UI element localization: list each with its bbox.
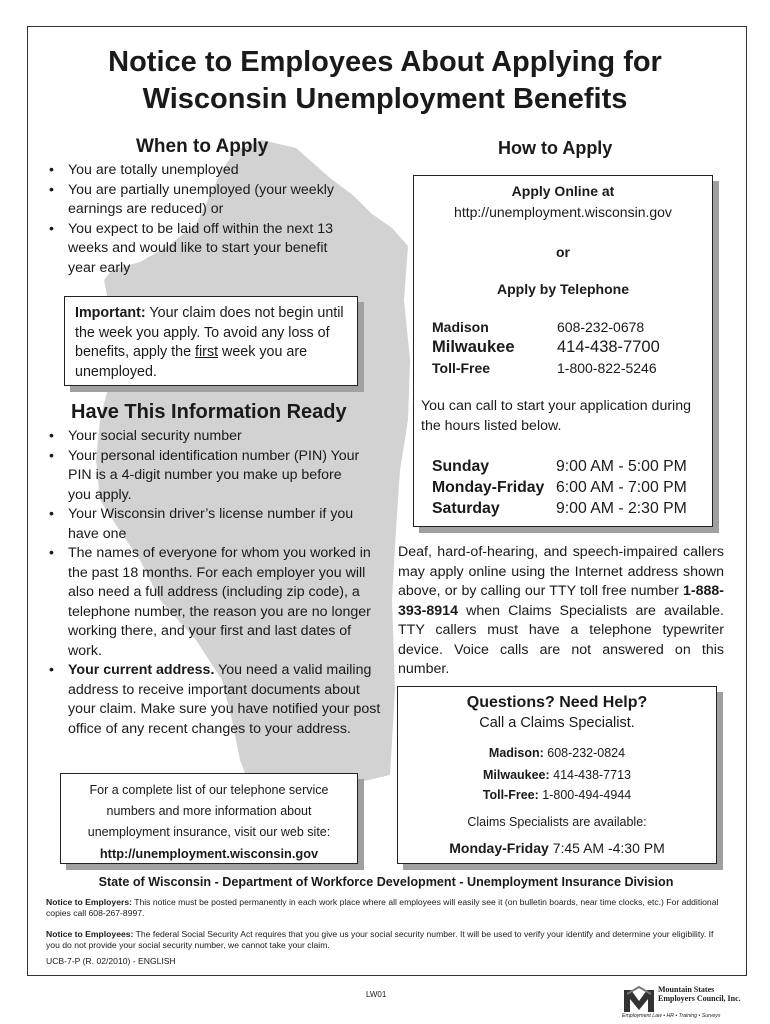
phone-city: Madison (432, 319, 489, 335)
website-box-text: For a complete list of our telephone service numbers and more information about unemployment insurance, visit our web site: (87, 783, 331, 839)
phone-number: 414-438-7700 (557, 338, 660, 356)
questions-phone: Toll-Free: 1-800-494-4944 (482, 788, 632, 802)
page-title: Notice to Employees About Applying for Wisconsin Unemployment Benefits (108, 46, 662, 115)
logo-name-line1: Mountain States (658, 985, 715, 994)
hours-day: Saturday (432, 500, 500, 517)
form-number: UCB-7-P (R. 02/2010) - ENGLISH (46, 956, 176, 966)
phone-number: 1-800-822-5246 (557, 360, 657, 376)
specialists-available-label: Claims Specialists are available: (467, 815, 647, 829)
questions-box (397, 686, 717, 864)
important-box (64, 296, 358, 386)
phone-city: Milwaukee (432, 338, 515, 356)
questions-phone: Milwaukee: 414-438-7713 (482, 768, 631, 782)
website-box (60, 773, 358, 864)
page-code: LW01 (366, 990, 387, 999)
questions-heading: Questions? Need Help? (466, 694, 648, 711)
how-to-apply-box (413, 175, 713, 527)
list-item: • Your Wisconsin driver’s license number if you have one (46, 505, 368, 544)
logo-tagline: Employment Law • HR • Training • Surveys (622, 1013, 721, 1019)
phone-number: 608-232-0678 (557, 319, 645, 335)
apply-online-label: Apply Online at (511, 183, 615, 199)
notice-to-employees: Notice to Employees: The federal Social Security Act requires that you give us your social security number. It will be used to verify your identify and determine your eligibility. If you do not provide your social security number, we cannot take your claim. (46, 929, 714, 950)
logo-name-line2: Employers Council, Inc. (658, 994, 741, 1003)
or-label: or (556, 244, 570, 260)
important-text: Important: Your claim does not begin until the week you apply. To avoid any loss of benefits, apply the first week you are unemployed. (75, 305, 344, 380)
questions-phone: Madison: 608-232-0824 (488, 746, 626, 760)
list-item: • The names of everyone for whom you worked in the past 18 months. For each employer you will also need a full address (including zip code), a telephone number, the reason you are no longer working there, and your first and last dates of work. (46, 544, 384, 661)
how-to-apply-heading: How to Apply (498, 138, 613, 158)
list-item: • Your personal identification number (PIN) Your PIN is a 4-digit number you make up before you apply. (46, 447, 368, 506)
hours-intro: You can call to start your application during the hours listed below. (421, 398, 691, 434)
specialists-hours: Monday-Friday 7:45 AM -4:30 PM (449, 840, 665, 856)
list-item: • Your current address. You need a valid mailing address to receive important documents about your claim. Make sure you have notified your post office of any recent changes to your address. (46, 661, 384, 739)
notice-to-employers: Notice to Employers: This notice must be posted permanently in each work place where all employees will easily see it (on bulletin boards, near time clocks, etc.) For additional copies call 608-267-8997. (46, 897, 719, 918)
list-item: • Your social security number (46, 427, 384, 447)
important-label: Important: (75, 305, 146, 321)
when-to-apply-heading: When to Apply (136, 136, 269, 157)
hours-time: 9:00 AM - 2:30 PM (556, 500, 687, 517)
hours-day: Sunday (432, 458, 490, 475)
website-url-link[interactable]: http://unemployment.wisconsin.gov (99, 846, 319, 861)
tty-number: 1-888-393-8914 (398, 583, 724, 619)
questions-subheading: Call a Claims Specialist. (479, 715, 635, 731)
list-item: • You are partially unemployed (your weekly earnings are reduced) or (46, 181, 376, 220)
apply-online-url-link[interactable]: http://unemployment.wisconsin.gov (454, 204, 672, 220)
hours-day: Monday-Friday (432, 479, 545, 496)
hours-time: 6:00 AM - 7:00 PM (556, 479, 687, 496)
info-ready-list (46, 427, 384, 739)
list-item: • You are totally unemployed (46, 161, 376, 181)
when-to-apply-list (46, 161, 376, 278)
phone-city: Toll-Free (432, 360, 491, 376)
tty-paragraph: Deaf, hard-of-hearing, and speech-impaired callers may apply online using the Internet address shown above, or by calling our TTY toll free number 1-888-393-8914 when Claims Specialists are available. TTY callers must have a telephone typewriter device. Voice calls are not answered on this number. (398, 544, 724, 677)
info-ready-heading: Have This Information Ready (71, 401, 347, 423)
mountain-logo-icon (622, 984, 656, 1014)
agency-line: State of Wisconsin - Department of Workforce Development - Unemployment Insurance Division (98, 875, 674, 889)
list-item: • You expect to be laid off within the next 13 weeks and would like to start your benefit year early (46, 220, 358, 279)
apply-by-telephone-label: Apply by Telephone (497, 281, 629, 297)
hours-time: 9:00 AM - 5:00 PM (556, 458, 687, 475)
mountain-states-logo (620, 982, 745, 1020)
